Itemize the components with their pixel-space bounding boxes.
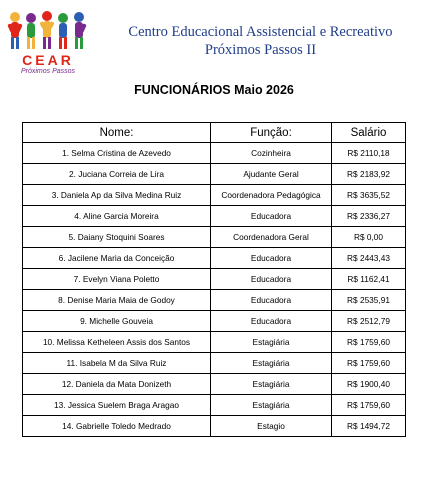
cell-salary: R$ 2183,92 bbox=[332, 164, 406, 185]
table-row bbox=[23, 227, 406, 248]
cell-salary: R$ 2512,79 bbox=[332, 311, 406, 332]
cell-name: 10. Melissa Ketheleen Assis dos Santos bbox=[23, 332, 211, 353]
logo bbox=[6, 8, 90, 76]
cell-salary: R$ 2535,91 bbox=[332, 290, 406, 311]
org-line-1: Centro Educacional Assistencial e Recreativo bbox=[128, 24, 393, 40]
cell-role: Estagiária bbox=[211, 395, 332, 416]
cell-name: 12. Daniela da Mata Donizeth bbox=[23, 374, 211, 395]
column-header-role: Função: bbox=[211, 123, 332, 143]
cell-salary: R$ 2336,27 bbox=[332, 206, 406, 227]
staff-table bbox=[22, 122, 406, 437]
cell-salary: R$ 3635,52 bbox=[332, 185, 406, 206]
cell-salary: R$ 1162,41 bbox=[332, 269, 406, 290]
table-row bbox=[23, 269, 406, 290]
table-row bbox=[23, 374, 406, 395]
org-line-2: Próximos Passos II bbox=[204, 42, 317, 58]
cell-salary: R$ 1759,60 bbox=[332, 353, 406, 374]
cell-name: 3. Daniela Ap da Silva Medina Ruiz bbox=[23, 185, 211, 206]
cell-salary: R$ 1900,40 bbox=[332, 374, 406, 395]
cell-role: Estagio bbox=[211, 416, 332, 437]
cell-name: 8. Denise Maria Maia de Godoy bbox=[23, 290, 211, 311]
cell-role: Educadora bbox=[211, 290, 332, 311]
cell-salary: R$ 2443,43 bbox=[332, 248, 406, 269]
table-row bbox=[23, 311, 406, 332]
cell-role: Educadora bbox=[211, 206, 332, 227]
cell-salary: R$ 1759,60 bbox=[332, 395, 406, 416]
cell-name: 9. Michelle Gouveia bbox=[23, 311, 211, 332]
cell-role: Cozinheira bbox=[211, 143, 332, 164]
table-row bbox=[23, 143, 406, 164]
table-row bbox=[23, 290, 406, 311]
column-header-salary: Salário bbox=[332, 123, 406, 143]
cell-role: Coordenadora Pedagógica bbox=[211, 185, 332, 206]
table-row bbox=[23, 185, 406, 206]
table-row bbox=[23, 353, 406, 374]
organization-name bbox=[98, 23, 423, 59]
cell-role: Ajudante Geral bbox=[211, 164, 332, 185]
cell-name: 7. Evelyn Viana Poletto bbox=[23, 269, 211, 290]
cell-salary: R$ 0,00 bbox=[332, 227, 406, 248]
cell-name: 14. Gabrielle Toledo Medrado bbox=[23, 416, 211, 437]
cell-name: 1. Selma Cristina de Azevedo bbox=[23, 143, 211, 164]
logo-text: CEAR bbox=[22, 52, 74, 68]
cell-role: Estagiária bbox=[211, 374, 332, 395]
cell-name: 5. Daiany Stoquini Soares bbox=[23, 227, 211, 248]
cell-role: Coordenadora Geral bbox=[211, 227, 332, 248]
table-row bbox=[23, 416, 406, 437]
cell-name: 11. Isabela M da Silva Ruiz bbox=[23, 353, 211, 374]
cell-role: Estagiária bbox=[211, 332, 332, 353]
cell-salary: R$ 2110,18 bbox=[332, 143, 406, 164]
table-row bbox=[23, 332, 406, 353]
cell-name: 2. Juciana Correia de Lira bbox=[23, 164, 211, 185]
cell-salary: R$ 1494,72 bbox=[332, 416, 406, 437]
cell-name: 13. Jessica Suelem Braga Aragao bbox=[23, 395, 211, 416]
column-header-name: Nome: bbox=[23, 123, 211, 143]
cell-name: 6. Jacilene Maria da Conceição bbox=[23, 248, 211, 269]
cell-role: Educadora bbox=[211, 269, 332, 290]
table-row bbox=[23, 395, 406, 416]
table-row bbox=[23, 164, 406, 185]
children-figures-icon bbox=[6, 8, 90, 54]
cell-name: 4. Aline Garcia Moreira bbox=[23, 206, 211, 227]
cell-salary: R$ 1759,60 bbox=[332, 332, 406, 353]
cell-role: Educadora bbox=[211, 311, 332, 332]
table-row bbox=[23, 206, 406, 227]
table-row bbox=[23, 248, 406, 269]
cell-role: Estagiária bbox=[211, 353, 332, 374]
logo-subtext: Próximos Passos bbox=[20, 68, 76, 75]
cell-role: Educadora bbox=[211, 248, 332, 269]
page-title: FUNCIONÁRIOS Maio 2026 bbox=[134, 83, 294, 97]
table-header-row bbox=[23, 123, 406, 143]
